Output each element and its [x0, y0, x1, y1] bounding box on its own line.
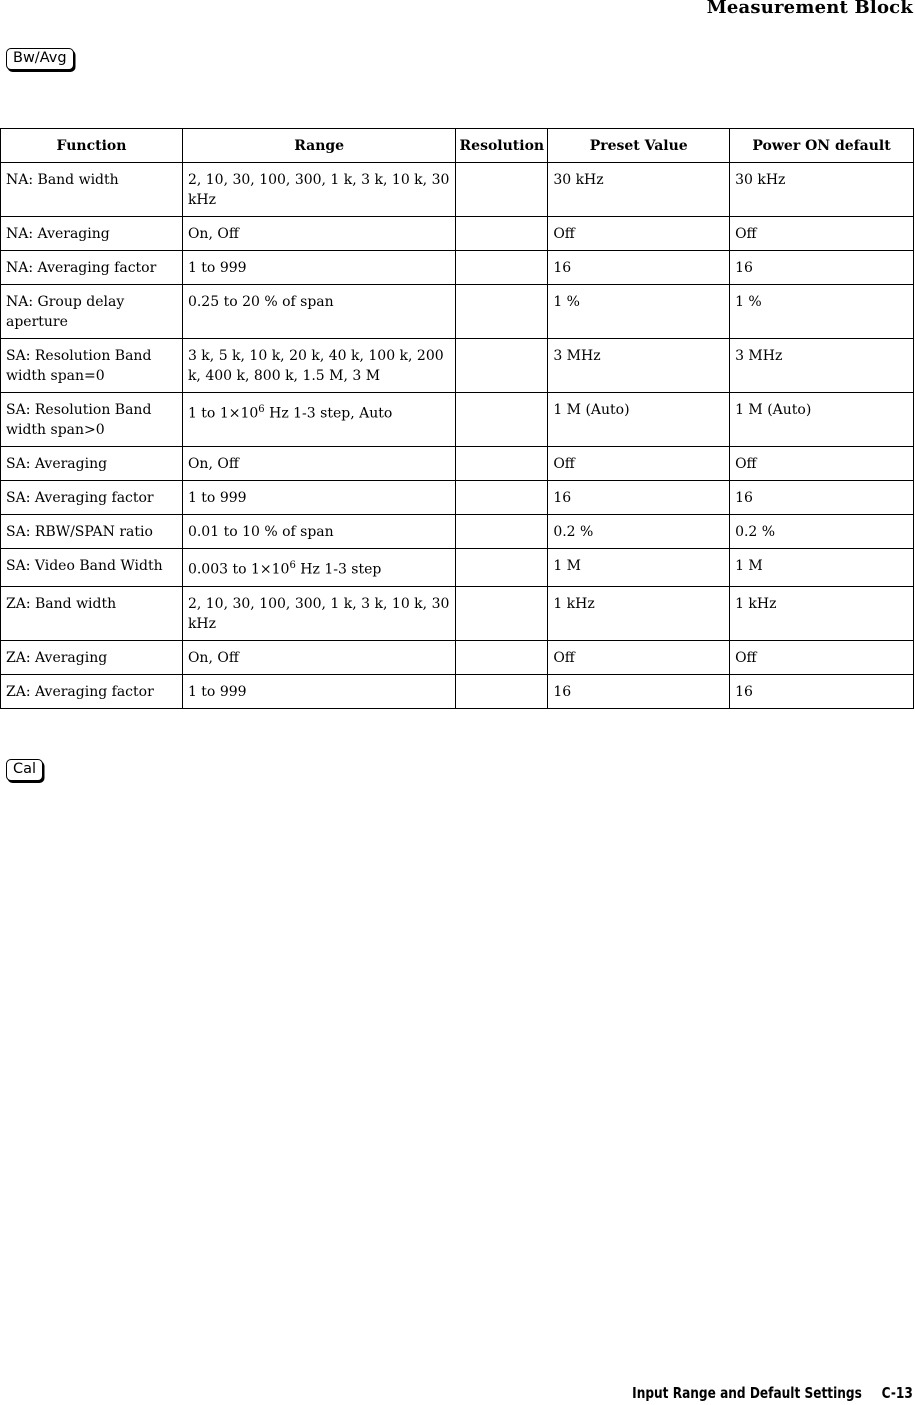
- cell-preset: 1 %: [548, 285, 730, 339]
- range-text-suffix: Hz 1-3 step: [295, 561, 382, 578]
- cell-range: 1 to 999: [182, 674, 455, 708]
- cell-resolution: [456, 285, 548, 339]
- cell-resolution: [456, 674, 548, 708]
- cell-resolution: [456, 640, 548, 674]
- cell-function: SA: RBW/SPAN ratio: [1, 515, 183, 549]
- table-row: [1, 674, 914, 708]
- cell-range: On, Off: [182, 640, 455, 674]
- cell-range: 1 to 999: [182, 481, 455, 515]
- bw-avg-key-label: Bw/Avg: [6, 48, 74, 70]
- table-row: [1, 481, 914, 515]
- cell-function: SA: Resolution Band width span>0: [1, 393, 183, 447]
- range-text-prefix: 1 to 1×10: [187, 405, 259, 422]
- cell-resolution: [456, 447, 548, 481]
- cell-range: [182, 549, 455, 587]
- cell-preset: 0.2 %: [548, 515, 730, 549]
- footer-section-title: Input Range and Default Settings: [632, 1384, 863, 1402]
- cell-preset: Off: [548, 640, 730, 674]
- cell-preset: 1 M: [548, 549, 730, 587]
- table-row: [1, 339, 914, 393]
- cell-preset: 1 kHz: [548, 586, 730, 640]
- cell-resolution: [456, 393, 548, 447]
- range-text-prefix: 0.003 to 1×10: [187, 561, 290, 578]
- cell-power-on: Off: [730, 640, 914, 674]
- cell-power-on: Off: [730, 217, 914, 251]
- cell-range: [182, 393, 455, 447]
- table-row: [1, 640, 914, 674]
- cell-preset: 3 MHz: [548, 339, 730, 393]
- table-row: [1, 447, 914, 481]
- cell-range: 2, 10, 30, 100, 300, 1 k, 3 k, 10 k, 30 kHz: [182, 586, 455, 640]
- cell-range: 1 to 999: [182, 251, 455, 285]
- table-row: [1, 393, 914, 447]
- header-preset-value: Preset Value: [548, 129, 730, 163]
- cell-power-on: 16: [730, 251, 914, 285]
- page-header-title: Measurement Block: [706, 0, 913, 18]
- cell-resolution: [456, 549, 548, 587]
- cell-power-on: 16: [730, 481, 914, 515]
- header-power-on-default: Power ON default: [730, 129, 914, 163]
- header-function: Function: [1, 129, 183, 163]
- cell-range: 0.25 to 20 % of span: [182, 285, 455, 339]
- cell-function: NA: Band width: [1, 163, 183, 217]
- cell-power-on: 1 M (Auto): [730, 393, 914, 447]
- cell-range: 3 k, 5 k, 10 k, 20 k, 40 k, 100 k, 200 k, 400 k, 800 k, 1.5 M, 3 M: [182, 339, 455, 393]
- settings-table: [0, 128, 914, 709]
- cell-power-on: 3 MHz: [730, 339, 914, 393]
- table-row: [1, 515, 914, 549]
- cell-power-on: 0.2 %: [730, 515, 914, 549]
- cell-function: SA: Averaging factor: [1, 481, 183, 515]
- cell-preset: 1 M (Auto): [548, 393, 730, 447]
- cell-power-on: 1 M: [730, 549, 914, 587]
- table-row: [1, 217, 914, 251]
- cell-power-on: 30 kHz: [730, 163, 914, 217]
- table-row: [1, 285, 914, 339]
- table-row: [1, 163, 914, 217]
- cell-preset: Off: [548, 447, 730, 481]
- cell-resolution: [456, 251, 548, 285]
- cell-range: 0.01 to 10 % of span: [182, 515, 455, 549]
- cell-range: On, Off: [182, 217, 455, 251]
- cell-resolution: [456, 217, 548, 251]
- cell-function: SA: Averaging: [1, 447, 183, 481]
- cell-power-on: 1 kHz: [730, 586, 914, 640]
- cell-preset: 16: [548, 481, 730, 515]
- header-resolution: Resolution: [456, 129, 548, 163]
- range-exponent: 6: [258, 404, 265, 415]
- cell-function: NA: Averaging: [1, 217, 183, 251]
- cell-resolution: [456, 339, 548, 393]
- range-text-suffix: Hz 1-3 step, Auto: [264, 405, 393, 422]
- cell-function: NA: Averaging factor: [1, 251, 183, 285]
- header-range: Range: [182, 129, 455, 163]
- table-row: [1, 549, 914, 587]
- cell-power-on: 16: [730, 674, 914, 708]
- cell-power-on: Off: [730, 447, 914, 481]
- range-exponent: 6: [289, 560, 296, 571]
- cell-resolution: [456, 515, 548, 549]
- cell-preset: 30 kHz: [548, 163, 730, 217]
- table-row: [1, 586, 914, 640]
- page-number: C-13: [881, 1384, 913, 1402]
- cell-range: 2, 10, 30, 100, 300, 1 k, 3 k, 10 k, 30 kHz: [182, 163, 455, 217]
- cell-resolution: [456, 163, 548, 217]
- table-header-row: [1, 129, 914, 163]
- cell-resolution: [456, 586, 548, 640]
- cal-key-label: Cal: [6, 759, 43, 781]
- cell-preset: Off: [548, 217, 730, 251]
- cell-preset: 16: [548, 251, 730, 285]
- cell-range: On, Off: [182, 447, 455, 481]
- cell-resolution: [456, 481, 548, 515]
- table-row: [1, 251, 914, 285]
- cell-function: ZA: Averaging: [1, 640, 183, 674]
- cell-function: SA: Resolution Band width span=0: [1, 339, 183, 393]
- cell-function: ZA: Band width: [1, 586, 183, 640]
- cell-function: ZA: Averaging factor: [1, 674, 183, 708]
- page-footer: [632, 1384, 913, 1402]
- cell-preset: 16: [548, 674, 730, 708]
- cell-power-on: 1 %: [730, 285, 914, 339]
- cell-function: NA: Group delay aperture: [1, 285, 183, 339]
- cell-function: SA: Video Band Width: [1, 549, 183, 587]
